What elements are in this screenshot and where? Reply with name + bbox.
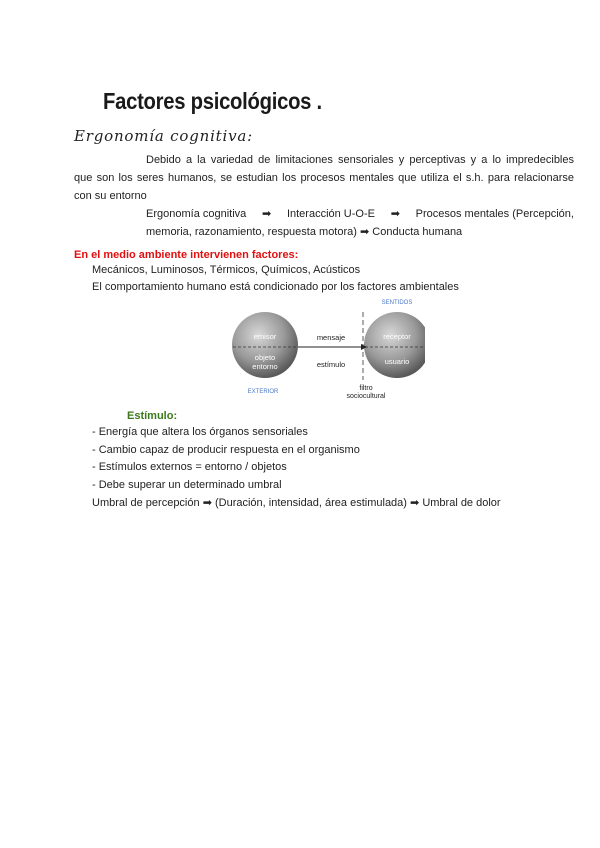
filter-label-2: sociocultural (346, 393, 386, 400)
flow-line-1 (146, 205, 574, 223)
environment-heading: En el medio ambiente intervienen factores: (74, 249, 299, 261)
page-title: Factores psicológicos . (103, 88, 322, 114)
receiver-sphere (364, 312, 425, 378)
receptor-label: receptor (383, 332, 411, 341)
stimulus-heading: Estímulo: (127, 410, 178, 422)
user-label: usuario (384, 357, 410, 366)
threshold-parameters: (Duración, intensidad, área estimulada) (214, 497, 407, 509)
flow-procesos: Procesos mentales (Percepción, (415, 208, 574, 220)
communication-diagram (225, 296, 425, 404)
arrow-icon: ➡ (390, 207, 400, 220)
flow-block (146, 205, 574, 241)
intro-line-3: con su entorno (74, 190, 147, 202)
environment-behaviour: El comportamiento humano está condicionado por los factores ambientales (92, 281, 459, 293)
flow-memoria: memoria, razonamiento, respuesta motora) (146, 226, 357, 238)
arrow-icon: ➡ (410, 496, 420, 509)
stimulus-item: - Energía que altera los órganos sensoriales (92, 426, 308, 438)
flow-ergonomia: Ergonomía cognitiva (146, 208, 247, 220)
environment-factors: Mecánicos, Luminosos, Térmicos, Químicos, Acústicos (92, 264, 361, 276)
environment-label: entorno (252, 362, 278, 371)
senses-label: SENTIDOS (381, 300, 413, 306)
threshold-pain: Umbral de dolor (422, 497, 501, 509)
intro-line-1: Debido a la variedad de limitaciones sensoriales y perceptivas y a lo impredecibles (146, 154, 574, 166)
threshold-perception: Umbral de percepción (92, 497, 200, 509)
flow-interaccion: Interacción U-O-E (286, 208, 375, 220)
stimulus-label: estímulo (316, 360, 346, 369)
arrow-icon: ➡ (262, 207, 272, 220)
flow-line-2 (146, 223, 574, 241)
emitter-label: emisor (253, 332, 277, 341)
threshold-line (92, 494, 501, 513)
exterior-label: EXTERIOR (247, 389, 279, 395)
object-label: objeto (254, 353, 276, 362)
section-subtitle: Ergonomía cognitiva: (74, 127, 253, 145)
flow-conducta: Conducta humana (372, 226, 463, 238)
stimulus-list (92, 424, 501, 513)
stimulus-item: - Cambio capaz de producir respuesta en el organismo (92, 443, 360, 456)
arrow-icon: ➡ (360, 225, 370, 238)
stimulus-item: - Estímulos externos = entorno / objetos (92, 461, 287, 473)
stimulus-item: - Debe superar un determinado umbral (92, 478, 282, 491)
arrow-icon: ➡ (202, 496, 212, 509)
filter-label-1: filtro (359, 385, 373, 392)
message-label: mensaje (316, 333, 346, 342)
intro-paragraph (74, 151, 574, 205)
intro-line-2: que son los seres humanos, se estudian los procesos mentales que utiliza el s.h. para relacionarse (74, 172, 574, 184)
